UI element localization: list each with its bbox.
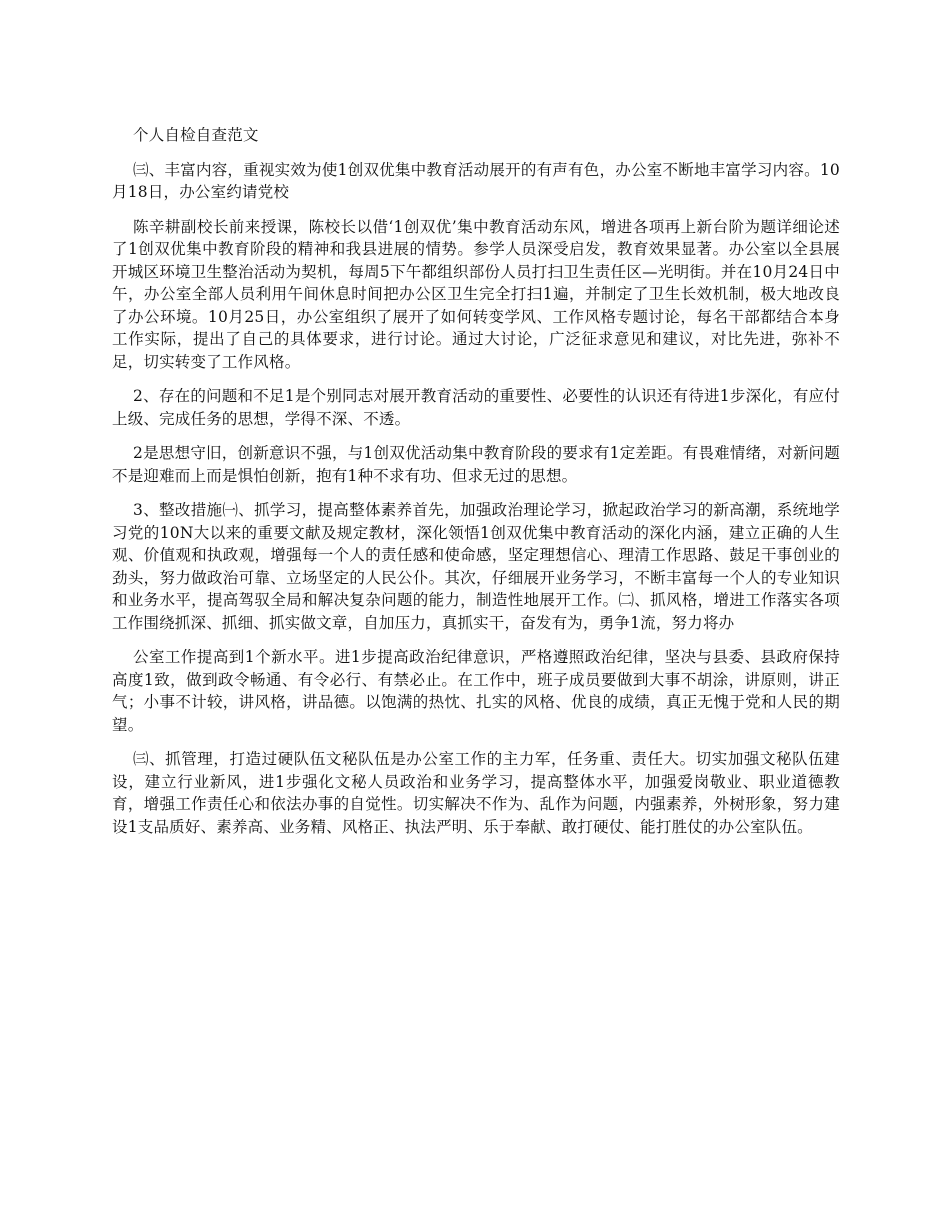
paragraph-6: 公室工作提高到1个新水平。进1步提高政治纪律意识，严格遵照政治纪律，坚决与县委、县政府保持高度1致，做到政令畅通、有令必行、有禁必止。在工作中，班子成员要做到大事不胡涂，讲原则，讲正气；小事不计较，讲风格，讲品德。以饱满的热忱、扎实的风格、优良的成绩，真正无愧于党和人民的期望。	[112, 648, 840, 734]
paragraph-3: 2、存在的问题和不足1是个别同志对展开教育活动的重要性、必要性的认识还有待进1步深化，有应付上级、完成任务的思想，学得不深、不透。	[112, 387, 840, 428]
paragraph-4: 2是思想守旧，创新意识不强，与1创双优活动集中教育阶段的要求有1定差距。有畏难情绪，对新问题不是迎难而上而是惧怕创新，抱有1种不求有功、但求无过的思想。	[112, 444, 840, 485]
paragraph-7: ㈢、抓管理，打造过硬队伍文秘队伍是办公室工作的主力军，任务重、责任大。切实加强文秘队伍建设，建立行业新风，进1步强化文秘人员政治和业务学习，提高整体水平，加强爱岗敬业、职业道德教育，增强工作责任心和依法办事的自觉性。切实解决不作为、乱作为问题，内强素养，外树形象，努力建设1支品质好、素养高、业务精、风格正、执法严明、乐于奉献、敢打硬仗、能打胜仗的办公室队伍。	[112, 750, 840, 836]
document-page	[112, 124, 840, 850]
paragraph-5: 3、整改措施㈠、抓学习，提高整体素养首先，加强政治理论学习，掀起政治学习的新高潮，系统地学习党的10N大以来的重要文献及规定教材，深化领悟1创双优集中教育活动的深化内涵，建立正确的人生观、价值观和执政观，增强每一个人的责任感和使命感，坚定理想信心、理清工作思路、鼓足干事创业的劲头，努力做政治可靠、立场坚定的人民公仆。其次，仔细展开业务学习，不断丰富每一个人的专业知识和业务水平，提高驾驭全局和解决复杂问题的能力，制造性地展开工作。㈡、抓风格，增进工作落实各项工作围绕抓深、抓细、抓实做文章，自加压力，真抓实干，奋发有为，勇争1流，努力将办	[112, 501, 840, 632]
paragraph-1: ㈢、丰富内容，重视实效为使1创双优集中教育活动展开的有声有色，办公室不断地丰富学习内容。10月18日，办公室约请党校	[112, 160, 840, 201]
document-title: 个人自检自查范文	[133, 126, 259, 144]
paragraph-2: 陈辛耕副校长前来授课，陈校长以借‘1创双优’集中教育活动东风，增进各项再上新台阶为题详细论述了1创双优集中教育阶段的精神和我县进展的情势。参学人员深受启发，教育效果显著。办公室以全县展开城区环境卫生整治活动为契机，每周5下午都组织部份人员打扫卫生责任区—光明街。并在10月24日中午，办公室全部人员利用午间休息时间把办公区卫生完全打扫1遍，并制定了卫生长效机制，极大地改良了办公环境。10月25日，办公室组织了展开了如何转变学风、工作风格专题讨论，每名干部都结合本身工作实际，提出了自己的具体要求，进行讨论。通过大讨论，广泛征求意见和建议，对比先进，弥补不足，切实转变了工作风格。	[112, 217, 840, 371]
